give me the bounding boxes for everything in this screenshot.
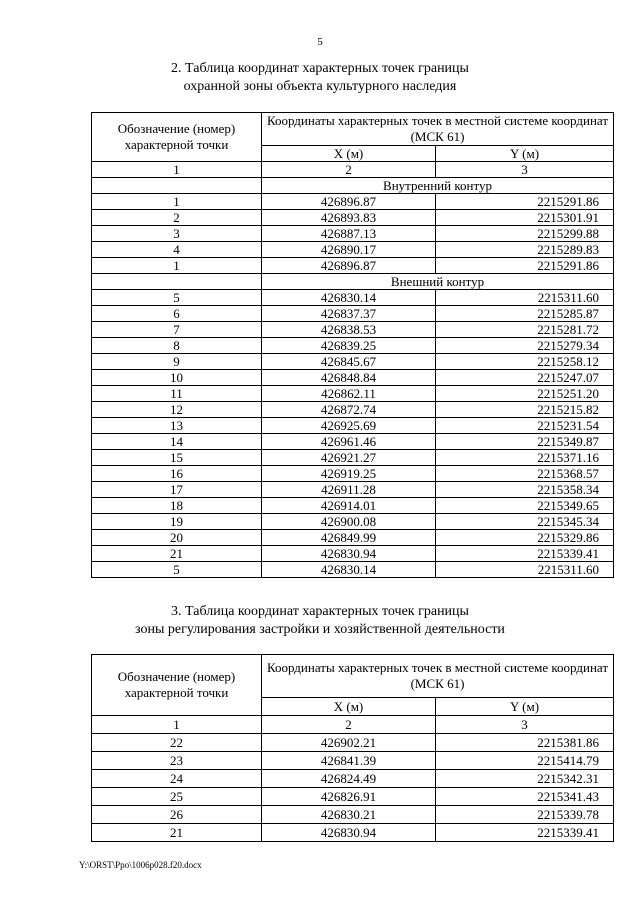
x-coordinate: 426848.84: [262, 370, 436, 386]
section-row: [92, 274, 614, 290]
table-row: [92, 450, 614, 466]
header-number-3: 3: [436, 716, 614, 734]
table-row: [92, 242, 614, 258]
table3-caption-line1: 3. Таблица координат характерных точек границы: [171, 604, 469, 619]
x-coordinate: 426841.39: [262, 752, 436, 770]
table-row: [92, 530, 614, 546]
table-row: [92, 226, 614, 242]
y-coordinate: 2215371.16: [436, 450, 614, 466]
header-point-designation: Обозначение (номер) характерной точки: [92, 655, 262, 716]
x-coordinate: 426845.67: [262, 354, 436, 370]
section-title: Внешний контур: [262, 274, 614, 290]
x-coordinate: 426830.21: [262, 806, 436, 824]
coordinates-table-regulation-zone: [91, 654, 614, 842]
x-coordinate: 426826.91: [262, 788, 436, 806]
table-row: [92, 418, 614, 434]
x-coordinate: 426830.14: [262, 290, 436, 306]
x-coordinate: 426896.87: [262, 194, 436, 210]
point-number: 19: [92, 514, 262, 530]
point-number: 8: [92, 338, 262, 354]
x-coordinate: 426862.11: [262, 386, 436, 402]
table-row: [92, 514, 614, 530]
table-row: [92, 306, 614, 322]
point-number: 21: [92, 824, 262, 842]
table-row: [92, 290, 614, 306]
point-number: 12: [92, 402, 262, 418]
table-row: [92, 434, 614, 450]
header-number-3: 3: [436, 162, 614, 178]
y-coordinate: 2215301.91: [436, 210, 614, 226]
point-number: 11: [92, 386, 262, 402]
x-coordinate: 426887.13: [262, 226, 436, 242]
table2-caption-line2: охранной зоны объекта культурного наследия: [183, 79, 457, 94]
table-row: [92, 322, 614, 338]
y-coordinate: 2215231.54: [436, 418, 614, 434]
y-coordinate: 2215381.86: [436, 734, 614, 752]
point-number: 6: [92, 306, 262, 322]
header-coordinates: Координаты характерных точек в местной системе координат (МСК 61): [262, 113, 614, 146]
y-coordinate: 2215345.34: [436, 514, 614, 530]
point-number: 1: [92, 194, 262, 210]
page-number: 5: [317, 36, 323, 48]
point-number: 9: [92, 354, 262, 370]
point-number: 13: [92, 418, 262, 434]
x-coordinate: 426914.01: [262, 498, 436, 514]
point-number: 2: [92, 210, 262, 226]
table3-caption: [0, 603, 640, 639]
y-coordinate: 2215311.60: [436, 290, 614, 306]
section-empty-cell: [92, 274, 262, 290]
y-coordinate: 2215339.41: [436, 824, 614, 842]
table-row: [92, 498, 614, 514]
point-number: 22: [92, 734, 262, 752]
point-number: 5: [92, 562, 262, 578]
y-coordinate: 2215341.43: [436, 788, 614, 806]
y-coordinate: 2215215.82: [436, 402, 614, 418]
table-row: [92, 210, 614, 226]
table3-caption-line2: зоны регулирования застройки и хозяйственной деятельности: [135, 622, 505, 637]
y-coordinate: 2215339.41: [436, 546, 614, 562]
point-number: 10: [92, 370, 262, 386]
x-coordinate: 426902.21: [262, 734, 436, 752]
header-coordinates: Координаты характерных точек в местной системе координат (МСК 61): [262, 655, 614, 698]
x-coordinate: 426896.87: [262, 258, 436, 274]
y-coordinate: 2215289.83: [436, 242, 614, 258]
y-coordinate: 2215342.31: [436, 770, 614, 788]
x-coordinate: 426830.94: [262, 546, 436, 562]
file-path-footer: Y:\ORST\Ppo\1006p028.f20.docx: [79, 860, 202, 870]
y-coordinate: 2215311.60: [436, 562, 614, 578]
y-coordinate: 2215291.86: [436, 194, 614, 210]
table2-caption: [0, 60, 640, 96]
point-number: 18: [92, 498, 262, 514]
header-y: Y (м): [436, 146, 614, 162]
section-empty-cell: [92, 178, 262, 194]
table-row: [92, 354, 614, 370]
x-coordinate: 426849.99: [262, 530, 436, 546]
y-coordinate: 2215349.65: [436, 498, 614, 514]
y-coordinate: 2215368.57: [436, 466, 614, 482]
y-coordinate: 2215339.78: [436, 806, 614, 824]
header-x: X (м): [262, 146, 436, 162]
x-coordinate: 426919.25: [262, 466, 436, 482]
table-row: [92, 370, 614, 386]
coordinates-table-protection-zone: [91, 112, 614, 578]
table-row: [92, 734, 614, 752]
header-number-1: 1: [92, 162, 262, 178]
header-number-2: 2: [262, 162, 436, 178]
x-coordinate: 426893.83: [262, 210, 436, 226]
table-row: [92, 824, 614, 842]
point-number: 14: [92, 434, 262, 450]
point-number: 23: [92, 752, 262, 770]
table-row: [92, 752, 614, 770]
point-number: 15: [92, 450, 262, 466]
y-coordinate: 2215258.12: [436, 354, 614, 370]
section-row: [92, 178, 614, 194]
table-row: [92, 402, 614, 418]
y-coordinate: 2215281.72: [436, 322, 614, 338]
header-x: X (м): [262, 698, 436, 716]
y-coordinate: 2215349.87: [436, 434, 614, 450]
y-coordinate: 2215291.86: [436, 258, 614, 274]
y-coordinate: 2215285.87: [436, 306, 614, 322]
x-coordinate: 426824.49: [262, 770, 436, 788]
point-number: 24: [92, 770, 262, 788]
table-row: [92, 466, 614, 482]
table2-caption-line1: 2. Таблица координат характерных точек границы: [171, 61, 469, 76]
y-coordinate: 2215279.34: [436, 338, 614, 354]
table-row: [92, 806, 614, 824]
header-y: Y (м): [436, 698, 614, 716]
x-coordinate: 426837.37: [262, 306, 436, 322]
point-number: 21: [92, 546, 262, 562]
table-row: [92, 788, 614, 806]
table-row: [92, 194, 614, 210]
x-coordinate: 426900.08: [262, 514, 436, 530]
table-row: [92, 770, 614, 788]
y-coordinate: 2215358.34: [436, 482, 614, 498]
point-number: 20: [92, 530, 262, 546]
header-point-designation: Обозначение (номер) характерной точки: [92, 113, 262, 162]
x-coordinate: 426911.28: [262, 482, 436, 498]
point-number: 16: [92, 466, 262, 482]
x-coordinate: 426839.25: [262, 338, 436, 354]
x-coordinate: 426872.74: [262, 402, 436, 418]
table-row: [92, 338, 614, 354]
y-coordinate: 2215251.20: [436, 386, 614, 402]
table3-body: [92, 734, 614, 842]
table-row: [92, 258, 614, 274]
section-title: Внутренний контур: [262, 178, 614, 194]
table-row: [92, 386, 614, 402]
point-number: 5: [92, 290, 262, 306]
x-coordinate: 426890.17: [262, 242, 436, 258]
table-row: [92, 562, 614, 578]
x-coordinate: 426961.46: [262, 434, 436, 450]
point-number: 1: [92, 258, 262, 274]
table-row: [92, 546, 614, 562]
x-coordinate: 426925.69: [262, 418, 436, 434]
x-coordinate: 426838.53: [262, 322, 436, 338]
table2-body: [92, 178, 614, 578]
point-number: 17: [92, 482, 262, 498]
y-coordinate: 2215329.86: [436, 530, 614, 546]
x-coordinate: 426830.14: [262, 562, 436, 578]
x-coordinate: 426921.27: [262, 450, 436, 466]
table-row: [92, 482, 614, 498]
y-coordinate: 2215247.07: [436, 370, 614, 386]
header-number-2: 2: [262, 716, 436, 734]
y-coordinate: 2215299.88: [436, 226, 614, 242]
point-number: 4: [92, 242, 262, 258]
header-number-1: 1: [92, 716, 262, 734]
point-number: 7: [92, 322, 262, 338]
y-coordinate: 2215414.79: [436, 752, 614, 770]
x-coordinate: 426830.94: [262, 824, 436, 842]
point-number: 3: [92, 226, 262, 242]
point-number: 26: [92, 806, 262, 824]
point-number: 25: [92, 788, 262, 806]
